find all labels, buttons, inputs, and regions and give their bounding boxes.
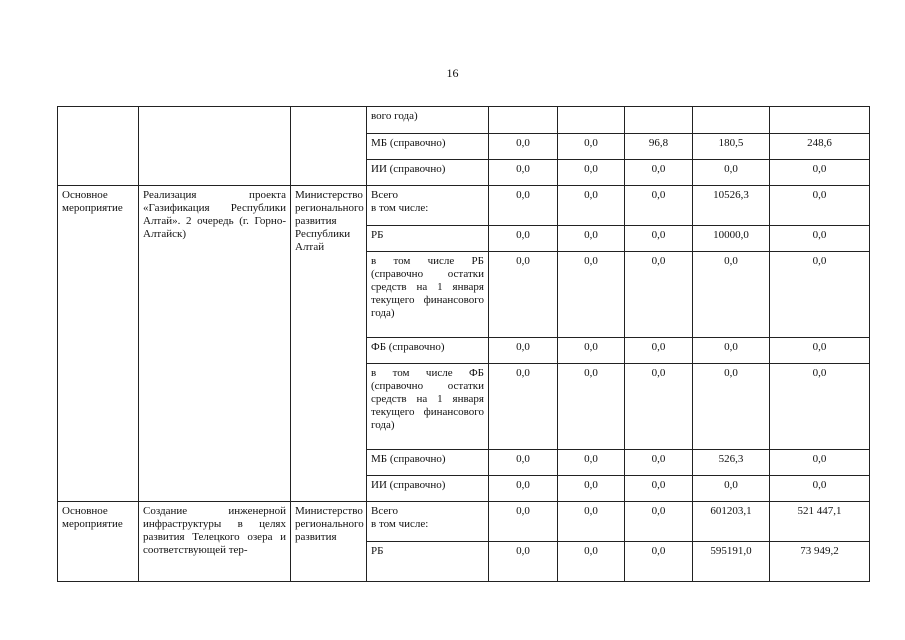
executor-cell: Министерство регионального развития Республики Алтай xyxy=(291,186,367,502)
value-cell xyxy=(693,107,770,134)
value-cell: 0,0 xyxy=(489,160,558,186)
value-cell: 0,0 xyxy=(489,450,558,476)
activity-type-cell xyxy=(58,107,139,186)
source-label: в том числе РБ (справочно остатки средств на 1 января текущего финансового года) xyxy=(367,252,489,338)
value-cell: 0,0 xyxy=(489,226,558,252)
executor-cell xyxy=(291,107,367,186)
page-number: 16 xyxy=(446,66,459,80)
value-cell: 96,8 xyxy=(625,134,693,160)
activity-type-cell: Основное мероприятие xyxy=(58,186,139,502)
value-cell: 0,0 xyxy=(558,226,625,252)
value-cell: 0,0 xyxy=(558,186,625,226)
value-cell: 0,0 xyxy=(558,450,625,476)
value-cell: 0,0 xyxy=(625,542,693,582)
value-cell: 0,0 xyxy=(489,186,558,226)
source-label: ФБ (справочно) xyxy=(367,338,489,364)
value-cell: 0,0 xyxy=(625,338,693,364)
activity-name-cell xyxy=(139,107,291,186)
value-cell: 0,0 xyxy=(770,364,870,450)
value-cell: 10526,3 xyxy=(693,186,770,226)
value-cell: 10000,0 xyxy=(693,226,770,252)
value-cell: 0,0 xyxy=(558,476,625,502)
value-cell: 521 447,1 xyxy=(770,502,870,542)
value-cell: 0,0 xyxy=(625,450,693,476)
activity-type-cell: Основное мероприятие xyxy=(58,502,139,582)
value-cell xyxy=(558,107,625,134)
value-cell: 0,0 xyxy=(770,450,870,476)
source-label: РБ xyxy=(367,542,489,582)
table-row xyxy=(58,502,870,542)
value-cell: 0,0 xyxy=(558,542,625,582)
source-label: в том числе ФБ (справочно остатки средств на 1 января текущего финансового года) xyxy=(367,364,489,450)
table-row xyxy=(58,107,870,134)
value-cell: 0,0 xyxy=(693,338,770,364)
value-cell: 0,0 xyxy=(625,364,693,450)
source-label: Всего в том числе: xyxy=(367,502,489,542)
value-cell xyxy=(625,107,693,134)
value-cell: 0,0 xyxy=(625,226,693,252)
value-cell: 0,0 xyxy=(489,542,558,582)
source-label: ИИ (справочно) xyxy=(367,160,489,186)
value-cell: 601203,1 xyxy=(693,502,770,542)
value-cell: 0,0 xyxy=(625,160,693,186)
value-cell: 0,0 xyxy=(489,252,558,338)
value-cell: 0,0 xyxy=(625,252,693,338)
value-cell: 526,3 xyxy=(693,450,770,476)
executor-cell: Министерство регионального развития xyxy=(291,502,367,582)
value-cell: 180,5 xyxy=(693,134,770,160)
source-label: РБ xyxy=(367,226,489,252)
value-cell: 0,0 xyxy=(693,252,770,338)
source-label: МБ (справочно) xyxy=(367,134,489,160)
value-cell: 0,0 xyxy=(558,160,625,186)
value-cell: 0,0 xyxy=(558,502,625,542)
value-cell: 595191,0 xyxy=(693,542,770,582)
activity-name-cell: Создание инженерной инфраструктуры в целях развития Телецкого озера и соответствующей тер- xyxy=(139,502,291,582)
value-cell: 0,0 xyxy=(770,186,870,226)
value-cell: 73 949,2 xyxy=(770,542,870,582)
value-cell: 0,0 xyxy=(558,364,625,450)
value-cell: 0,0 xyxy=(558,252,625,338)
value-cell: 0,0 xyxy=(558,338,625,364)
value-cell: 0,0 xyxy=(489,364,558,450)
source-label: МБ (справочно) xyxy=(367,450,489,476)
activity-name-cell: Реализация проекта «Газификация Республики Алтай». 2 очередь (г. Горно-Алтайск) xyxy=(139,186,291,502)
budget-table xyxy=(57,106,870,582)
value-cell xyxy=(489,107,558,134)
value-cell: 0,0 xyxy=(489,338,558,364)
value-cell: 0,0 xyxy=(693,364,770,450)
value-cell: 0,0 xyxy=(489,502,558,542)
source-label: ИИ (справочно) xyxy=(367,476,489,502)
value-cell: 248,6 xyxy=(770,134,870,160)
value-cell: 0,0 xyxy=(693,160,770,186)
value-cell: 0,0 xyxy=(489,134,558,160)
value-cell: 0,0 xyxy=(625,476,693,502)
source-label: вого года) xyxy=(367,107,489,134)
value-cell xyxy=(770,107,870,134)
value-cell: 0,0 xyxy=(770,338,870,364)
value-cell: 0,0 xyxy=(558,134,625,160)
value-cell: 0,0 xyxy=(693,476,770,502)
table-row xyxy=(58,186,870,226)
value-cell: 0,0 xyxy=(625,502,693,542)
value-cell: 0,0 xyxy=(625,186,693,226)
value-cell: 0,0 xyxy=(770,252,870,338)
value-cell: 0,0 xyxy=(770,476,870,502)
value-cell: 0,0 xyxy=(489,476,558,502)
value-cell: 0,0 xyxy=(770,226,870,252)
source-label: Всего в том числе: xyxy=(367,186,489,226)
value-cell: 0,0 xyxy=(770,160,870,186)
